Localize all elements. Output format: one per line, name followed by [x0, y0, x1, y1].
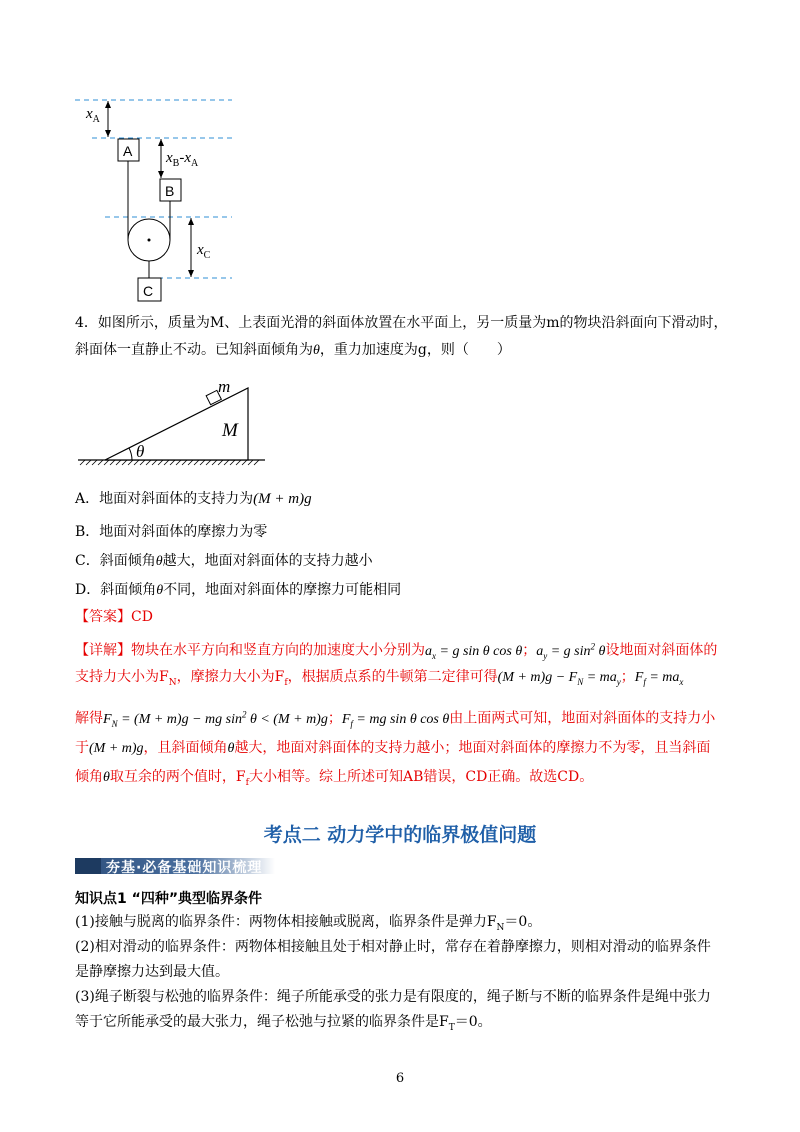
label-big-m: M [222, 420, 238, 441]
theta-symbol: θ [313, 343, 320, 358]
option-d-text-end: 不同，地面对斜面体的摩擦力可能相同 [163, 582, 402, 598]
newton-formula: $(M + m)g - F_N = ma_y$ [497, 670, 621, 687]
label-m: m [218, 377, 231, 396]
detail-line-2: 支持力大小为$F_N$，摩擦力大小为$F_f$，根据质点系的牛顿第二定律可得$(M + m)g - F_N = ma_y$；$F_f = ma_x$ [75, 669, 684, 688]
ground-hatching [80, 460, 259, 465]
page-number: 6 [395, 1071, 405, 1086]
paragraph-2-line-2: 是静摩擦力达到最大值。 [75, 964, 229, 980]
option-d [75, 580, 401, 601]
label-xb-xa: $x_B-x_A$ [166, 150, 199, 169]
option-c-text: C．斜面倾角 [75, 553, 156, 569]
ff-result: $F_f$ = mg sin θ cos θ [341, 711, 450, 729]
paragraph-1: (1)接触与脱离的临界条件：两物体相接触或脱离，临界条件是弹力$F_N=0$。 [75, 914, 542, 933]
paragraph-3-line-2: 等于它所能承受的最大张力，绳子松弛与拉紧的临界条件是$F_T=0$。 [75, 1014, 492, 1033]
detail-line-3: 解得$F_N = (M + m)g$ − mg $\sin^2 \theta < (M + m)g$；$F_f$ = mg sin θ cos θ由上面两式可知，地面对斜面体的支持力小 [75, 709, 716, 729]
fn-result: $F_N = (M + m)g$ − mg $\sin^2 \theta < (M + m)g$ [103, 709, 328, 729]
pulley-diagram [60, 92, 260, 312]
option-a-math: (M + m)g [253, 491, 312, 507]
label-b: B [165, 183, 175, 199]
label-xc: $x_C$ [197, 242, 211, 261]
option-a [75, 489, 312, 509]
detail-line-4: 于(M + m)g，且斜面倾角θ越大，地面对斜面体的支持力越小；地面对斜面体的摩擦力不为零，且当斜面 [75, 740, 711, 756]
detail-line-5: 倾角θ取互余的两个值时，$F_f$大小相等。综上所述可知AB错误，CD正确。故选CD。 [75, 769, 594, 788]
detail-line-1: 【详解】物块在水平方向和竖直方向的加速度大小分别为$a_x = g$ sin θ cos θ；$a_y = g$ $\sin^2 \theta$设地面对斜面体的 [75, 641, 718, 661]
label-c: C [143, 283, 154, 299]
option-c [75, 551, 373, 572]
banner-label: 夯基·必备基础知识梳理 [106, 860, 263, 876]
label-xa: $x_A$ [86, 106, 100, 125]
label-theta: θ [136, 442, 145, 461]
option-c-text-end: 越大，地面对斜面体的支持力越小 [162, 553, 373, 569]
knowledge-point-title: 知识点1 “四种”典型临界条件 [75, 891, 263, 907]
theta-symbol: θ [156, 583, 164, 598]
section-title: 考点二 动力学中的临界极值问题 [263, 824, 537, 846]
question-text-end: ，重力加速度为g，则（ ） [319, 342, 511, 358]
label-a: A [123, 143, 133, 159]
question-text: 斜面体一直静止不动。已知斜面倾角为 [75, 342, 313, 358]
question-line-1: 4．如图所示，质量为M、上表面光滑的斜面体放置在水平面上，另一质量为m的物块沿斜面向下滑动时， [75, 315, 728, 331]
paragraph-2-line-1: (2)相对滑动的临界条件：两物体相接触且处于相对静止时，常存在着静摩擦力，则相对滑动的临界条件 [75, 939, 711, 955]
option-a-text: A．地面对斜面体的支持力为 [75, 491, 254, 507]
theta-symbol: θ [155, 554, 163, 569]
ax-formula: $a_x = g$ sin θ cos θ [425, 643, 523, 661]
friction-formula: $F_f = ma_x$ [634, 670, 684, 687]
incline-diagram [70, 372, 270, 472]
option-d-text: D．斜面倾角 [75, 582, 157, 598]
option-b: B．地面对斜面体的摩擦力为零 [75, 524, 268, 540]
mass-sum-math: (M + m)g [89, 741, 144, 756]
theta-symbol: θ [227, 741, 235, 756]
detail-text: 设地面对斜面体的 [605, 642, 718, 659]
answer-label: 【答案】CD [75, 609, 153, 625]
theta-symbol: θ [103, 770, 110, 785]
detail-text: 【详解】物块在水平方向和竖直方向的加速度大小分别为 [75, 642, 425, 659]
question-line-2 [75, 340, 511, 361]
paragraph-3-line-1: (3)绳子断裂与松弛的临界条件：绳子所能承受的张力是有限度的，绳子断与不断的临界条件是绳中张力 [75, 989, 711, 1005]
ay-formula: $a_y = g$ $\sin^2 \theta$ [536, 641, 606, 661]
